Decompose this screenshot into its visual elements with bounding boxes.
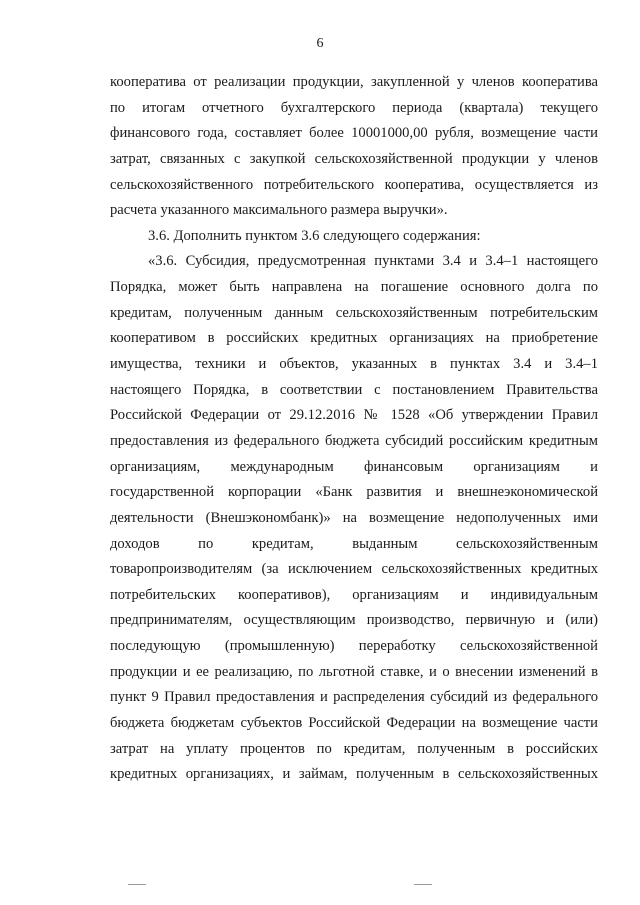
text-line: последующую (промышленную) переработку сельскохозяйственной	[110, 638, 598, 655]
text-line: кооператива от реализации продукции, закупленной у членов кооператива	[110, 74, 598, 90]
footer-mark-right	[414, 884, 432, 885]
text-line: предпринимателям, осуществляющим производство, первичную и (или)	[110, 612, 598, 629]
text-line: доходов по кредитам, выданным сельскохозяйственным	[110, 535, 598, 552]
text-line: потребительских кооперативов), организациям и индивидуальным	[110, 586, 598, 603]
text-line: по итогам отчетного бухгалтерского периода (квартала) текущего	[110, 99, 598, 116]
text-line: Порядка, может быть направлена на погашение основного долга по	[110, 279, 598, 296]
text-line: затрат на уплату процентов по кредитам, полученным в российских	[110, 740, 598, 757]
text-line: пункт 9 Правил предоставления и распределения субсидий из федерального	[110, 689, 598, 706]
text-line: финансового года, составляет более 10001000,00 рубля, возмещение части	[110, 125, 598, 142]
footer-mark-left	[128, 884, 146, 885]
text-line: затрат, связанных с закупкой сельскохозяйственной продукции у членов	[110, 150, 598, 167]
text-line: предоставления из федерального бюджета субсидий российским кредитным	[110, 432, 598, 449]
text-line: товаропроизводителям (за исключением сельскохозяйственных кредитных	[110, 561, 598, 578]
text-line: государственной корпорации «Банк развития и внешнеэкономической	[110, 484, 598, 501]
paragraph-heading: 3.6. Дополнить пунктом 3.6 следующего содержания:	[148, 227, 481, 244]
text-line: продукции и ее реализацию, по льготной ставке, и о внесении изменений в	[110, 663, 598, 680]
text-line: имущества, техники и объектов, указанных в пунктах 3.4 и 3.4–1	[110, 356, 598, 373]
text-line: расчета указанного максимального размера выручки».	[110, 202, 448, 219]
text-line: сельскохозяйственного потребительского кооператива, осуществляется из	[110, 176, 598, 193]
text-line: настоящего Порядка, в соответствии с постановлением Правительства	[110, 381, 598, 398]
text-line: кредитных организациях, и займам, полученным в сельскохозяйственных	[110, 766, 598, 783]
text-line: кооперативом в российских кредитных организациях на приобретение	[110, 330, 598, 347]
text-line: кредитам, полученным данным сельскохозяйственным потребительским	[110, 304, 598, 321]
page-number: 6	[316, 36, 324, 51]
text-line: Российской Федерации от 29.12.2016 № 1528 «Об утверждении Правил	[110, 407, 598, 424]
text-line: «3.6. Субсидия, предусмотренная пунктами 3.4 и 3.4–1 настоящего	[148, 253, 598, 270]
text-line: бюджета бюджетам субъектов Российской Федерации на возмещение части	[110, 715, 598, 732]
text-line: деятельности (Внешэкономбанк)» на возмещение недополученных ими	[110, 509, 598, 526]
document-body	[110, 70, 598, 788]
text-line: организациям, международным финансовым организациям и	[110, 458, 598, 475]
